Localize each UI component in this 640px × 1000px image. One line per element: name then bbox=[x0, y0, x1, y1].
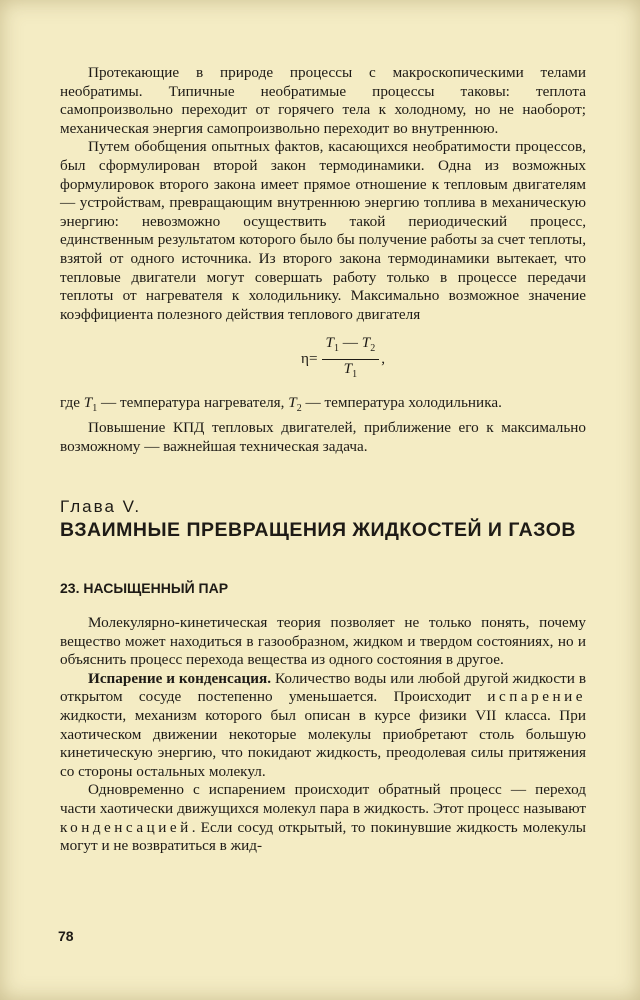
evaporation-text-2: жидкости, механизм которого был описан в курсе физики VII класса. При хаотическом движении некоторые молекулы приобретают столь большую кинетическую энергию, что покидают жидкость, преодолевая силы притяжения со стороны остальных молекул. bbox=[60, 706, 586, 780]
condensation-term: конденсацией bbox=[60, 818, 192, 836]
formula-num-op: — bbox=[338, 334, 362, 352]
condensation-text-2: . Если сосуд открытый, то покинувшие жидкость молекулы могут и не возвратиться в жид- bbox=[60, 818, 586, 855]
where-text-3: — температура холодильника. bbox=[301, 394, 502, 412]
where-text-1: где bbox=[60, 394, 84, 412]
evaporation-text-1: Количество воды или любой другой жидкости в открытом сосуде постепенно уменьшается. Происходит bbox=[60, 669, 586, 706]
evaporation-term: испарение bbox=[487, 688, 586, 706]
formula-num-a-sub: 1 bbox=[333, 343, 339, 355]
where-t1: T bbox=[83, 394, 93, 412]
paragraph-where bbox=[60, 394, 586, 419]
page-number: 78 bbox=[58, 928, 74, 944]
evaporation-heading: Испарение и конденсация. bbox=[88, 669, 272, 687]
formula-num-b: T bbox=[361, 334, 371, 352]
page-content bbox=[60, 64, 586, 856]
formula-num-a: T bbox=[325, 334, 334, 352]
paragraph-evaporation bbox=[60, 670, 586, 782]
formula-fraction bbox=[322, 334, 380, 384]
paragraph-mkt: Молекулярно-кинетическая теория позволяет не только понять, почему вещество может находиться в газообразном, жидком и твердом состояниях, но и объяснить процесс перехода вещества из одного состояния в другое. bbox=[60, 613, 586, 669]
formula-num-b-sub: 2 bbox=[370, 343, 376, 355]
condensation-text-1: Одновременно с испарением происходит обратный процесс — переход части хаотически движущихся молекул пара в жидкость. Этот процесс называют bbox=[60, 781, 586, 817]
paragraph-second-law: Путем обобщения опытных фактов, касающихся необратимости процессов, был сформулирован второй закон термодинамики. Одна из возможных формулировок второго закона имеет прямое отношение к тепловым двигателям — устройствам, превращающим внутреннюю энергию топлива в механическую энергию: невозможно осуществить такой периодический процесс, единственным результатом которого было бы получение работы за счет теплоты, взятой от одного источника. Из второго закона термодинамики вытекает, что тепловые двигатели могут совершать работу только в процессе передачи теплоты от нагревателя к холодильнику. Максимально возможное значение коэффициента полезного действия теплового двигателя bbox=[60, 138, 586, 323]
formula-trailing: , bbox=[381, 350, 385, 368]
section-title: 23. НАСЫЩЕННЫЙ ПАР bbox=[60, 580, 229, 597]
where-text-2: — температура нагревателя, bbox=[97, 394, 289, 412]
where-t1-sub: 1 bbox=[92, 403, 98, 415]
paragraph-condensation bbox=[60, 781, 586, 855]
formula-numerator bbox=[322, 334, 380, 360]
where-t2-sub: 2 bbox=[296, 403, 302, 415]
formula-den-sub: 1 bbox=[352, 369, 358, 381]
formula-den: T bbox=[343, 360, 353, 378]
efficiency-formula bbox=[60, 334, 586, 384]
formula-lhs: η= bbox=[301, 350, 318, 368]
paragraph-irreversibility: Протекающие в природе процессы с макроскопическими телами необратимы. Типичные необратимые процессы таковы: теплота самопроизвольно переходит от горячего тела к холодному, но не наоборот; механическая энергия самопроизвольно переходит во внутреннюю. bbox=[60, 64, 586, 137]
chapter-label: Глава V. bbox=[60, 497, 142, 517]
formula-denominator bbox=[344, 360, 357, 384]
chapter-title: ВЗАИМНЫЕ ПРЕВРАЩЕНИЯ ЖИДКОСТЕЙ И ГАЗОВ bbox=[60, 518, 576, 541]
paragraph-kpd: Повышение КПД тепловых двигателей, приближение его к максимально возможному — важнейшая техническая задача. bbox=[60, 419, 586, 455]
where-t2: T bbox=[288, 394, 297, 412]
